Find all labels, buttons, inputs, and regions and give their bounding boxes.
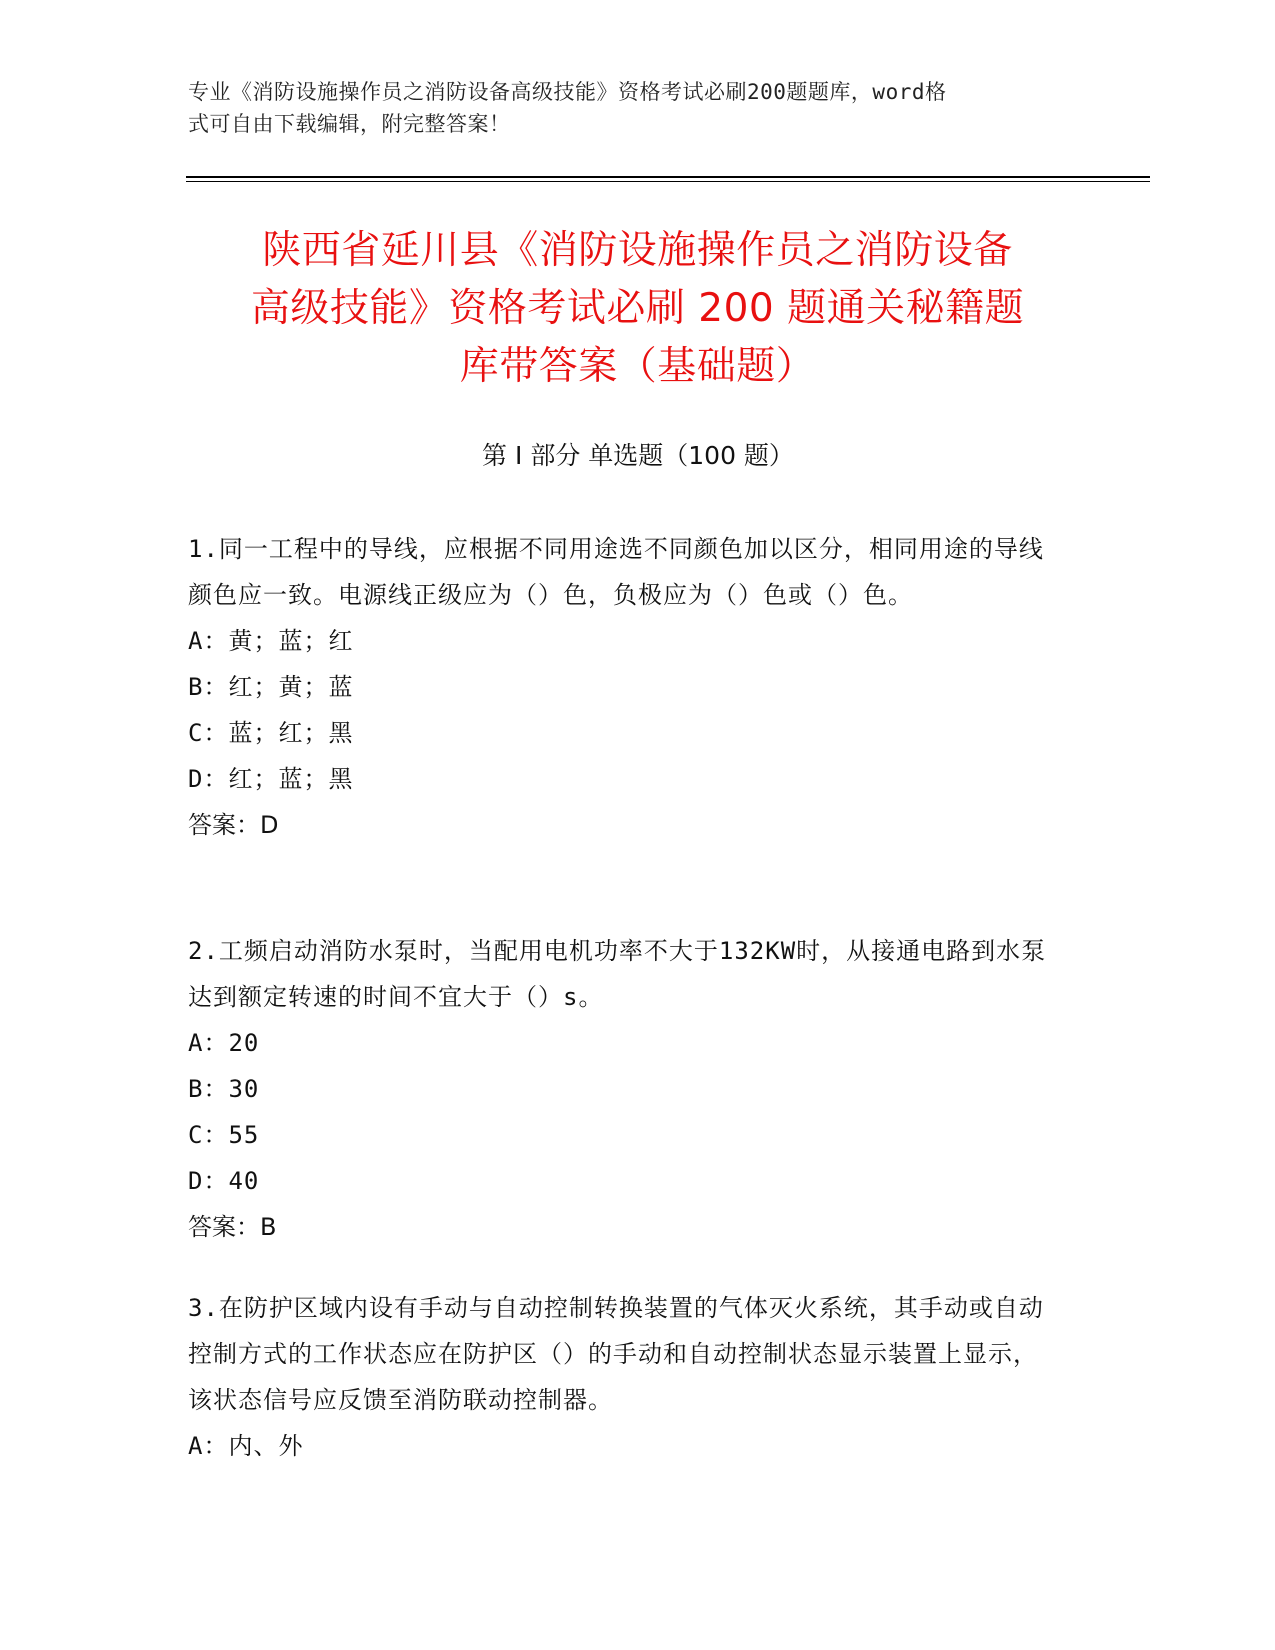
section-heading: 第 I 部分 单选题（100 题）	[482, 441, 794, 470]
question-3	[188, 1285, 1058, 1469]
header-note	[188, 76, 1068, 140]
question-1	[188, 526, 1058, 848]
question-2	[188, 928, 1058, 1250]
option-a: A：20	[188, 1029, 260, 1057]
document-title-line-2: 高级技能》资格考试必刷 200 题通关秘籍题	[250, 286, 1025, 331]
option-b: B：30	[188, 1075, 260, 1103]
question-text: 2.工频启动消防水泵时，当配用电机功率不大于132KW时，从接通电路到水泵达到额定转速的时间不宜大于（）s。	[188, 937, 1047, 1011]
option-d: D：红；蓝；黑	[188, 765, 354, 793]
document-title-line-1: 陕西省延川县《消防设施操作员之消防设备	[262, 228, 1013, 273]
header-note-line-1: 专业《消防设施操作员之消防设备高级技能》资格考试必刷200题题库，word格	[188, 80, 947, 104]
answer-line: 答案：D	[188, 811, 279, 839]
document-title-line-3: 库带答案（基础题）	[459, 344, 816, 389]
header-note-line-2: 式可自由下载编辑，附完整答案！	[188, 112, 511, 136]
question-text: 1.同一工程中的导线，应根据不同用途选不同颜色加以区分，相同用途的导线颜色应一致。电源线正级应为（）色，负极应为（）色或（）色。	[188, 535, 1044, 609]
answer-line: 答案：B	[188, 1213, 277, 1241]
header-divider-thin	[186, 181, 1150, 182]
option-b: B：红；黄；蓝	[188, 673, 354, 701]
option-c: C：蓝；红；黑	[188, 719, 354, 747]
option-a: A：黄；蓝；红	[188, 627, 354, 655]
header-divider-thick	[186, 176, 1150, 178]
option-d: D：40	[188, 1167, 260, 1195]
option-c: C：55	[188, 1121, 260, 1149]
option-a: A：内、外	[188, 1432, 304, 1460]
question-text: 3.在防护区域内设有手动与自动控制转换装置的气体灭火系统，其手动或自动控制方式的工作状态应在防护区（）的手动和自动控制状态显示装置上显示，该状态信号应反馈至消防联动控制器。	[188, 1294, 1044, 1414]
document-title	[180, 222, 1095, 396]
